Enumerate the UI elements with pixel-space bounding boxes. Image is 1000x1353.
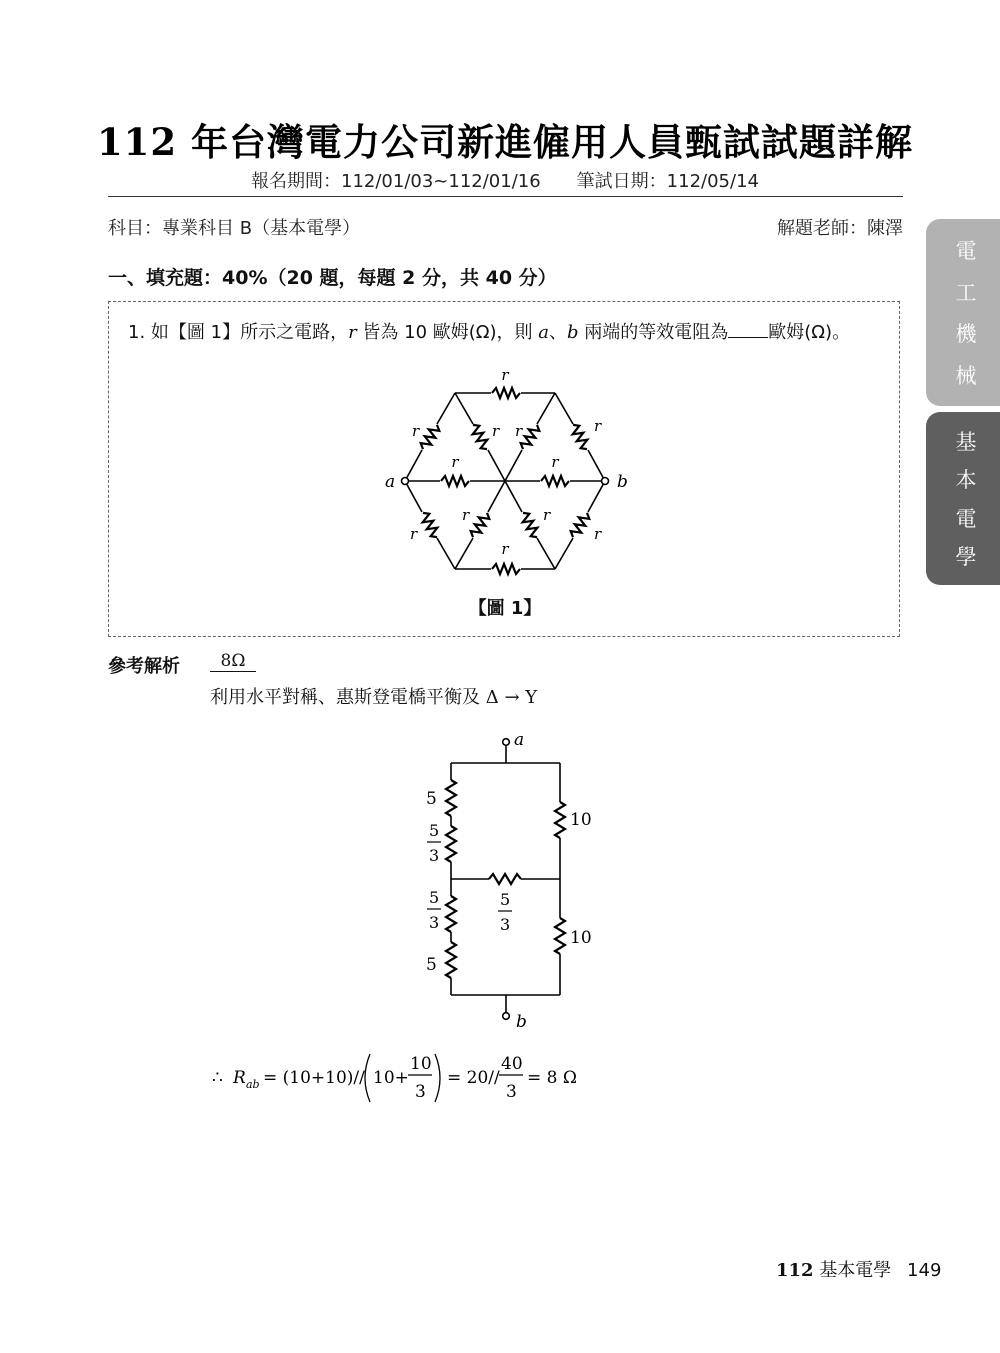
label-r-ul: r [412,422,420,440]
bridge-r3-den: 3 [429,913,440,932]
explanation-text: 利用水平對稱、惠斯登電橋平衡及 [210,687,480,708]
side-tab-char: 電 [955,238,977,263]
question-1-text [128,318,850,344]
footer-book-title: 基本電學 [819,1260,892,1281]
subject-label: 科目：專業科目 B（基本電學） [108,218,361,239]
delta-to-y: Δ → Y [485,687,538,708]
label-r-right-spoke: r [551,453,559,471]
side-tab-char: 械 [955,364,977,389]
label-r-top: r [501,366,509,384]
question-text-pre: 1. 如【圖 1】所示之電路， [128,322,349,343]
side-tab-char: 工 [955,280,977,305]
bridge-circuit-diagram [420,728,600,1028]
header-divider [108,196,903,197]
formula-R: R [233,1068,246,1088]
label-b: b [617,472,628,492]
formula-eq1: = (10+10)// [263,1068,365,1088]
bridge-r-bottom-right: 10 [570,928,592,948]
side-tab-electrical-machinery[interactable] [926,219,1000,406]
question-sep: 、 [549,322,568,343]
page-title: 112 年台灣電力公司新進僱用人員甄試試題詳解 [96,120,914,164]
question-text-post: 歐姆(Ω)。 [768,322,851,343]
side-tab-char: 本 [955,468,977,493]
answer-blank [728,321,768,338]
section-heading: 一、填充題：40%（20 題，每題 2 分，共 40 分） [108,267,557,289]
bridge-r4-label: 5 [426,955,437,975]
var-r: r [348,322,357,343]
exam-dates: 報名期間：112/01/03~112/01/16 筆試日期：112/05/14 [251,171,759,192]
bridge-r2-num: 5 [429,821,440,840]
bridge-label-b: b [516,1012,527,1028]
bridge-mid-den: 3 [500,915,511,934]
question-text-mid2: 兩端的等效電阻為 [578,322,729,343]
solution-answer: 8Ω [210,651,256,672]
formula-ten: 10+ [373,1068,409,1088]
side-tab-char: 學 [955,544,977,569]
formula-num1: 10 [410,1054,432,1074]
side-tab-basic-electricity[interactable] [926,412,1000,585]
label-a: a [385,472,396,492]
bridge-terminal-b [503,1013,510,1020]
bridge-r-top-right: 10 [570,810,592,830]
var-a: a [538,322,550,343]
formula-result: = 8 Ω [527,1068,577,1088]
formula-den2: 3 [506,1082,517,1102]
label-r-ll: r [410,525,418,543]
bridge-terminal-a [503,739,510,746]
teacher-label: 解題老師：陳澤 [777,218,903,239]
label-r-inner-ur: r [515,422,523,440]
formula-den1: 3 [415,1082,426,1102]
bridge-label-a: a [514,730,525,750]
side-tab-char: 基 [955,430,977,455]
formula-num2: 40 [501,1054,523,1074]
figure-caption: 【圖 1】 [468,598,542,619]
side-tab-char: 機 [955,322,977,347]
bridge-r3-num: 5 [429,888,440,907]
bridge-r1-label: 5 [426,789,437,809]
page-number: 149 [907,1260,942,1281]
therefore-symbol: ∴ [212,1068,223,1088]
formula-sub: ab [246,1078,260,1091]
label-r-bottom: r [501,540,509,558]
terminal-a [402,478,409,485]
solution-explanation [210,683,537,709]
footer-book-number: 112 [776,1260,814,1281]
formula-eq2: = 20// [447,1068,500,1088]
side-tab-char: 電 [955,506,977,531]
label-r-inner-lr: r [543,506,551,524]
label-r-inner-ll: r [462,506,470,524]
bridge-mid-num: 5 [500,890,511,909]
label-r-inner-ul: r [492,422,500,440]
label-r-lr: r [594,525,602,543]
terminal-b [602,478,609,485]
question-text-mid1: 皆為 10 歐姆(Ω)，則 [356,322,539,343]
bridge-r2-den: 3 [429,846,440,865]
hexagon-circuit-diagram [380,362,630,582]
result-formula [210,1050,590,1110]
label-r-ur: r [594,417,602,435]
page-footer [776,1256,941,1282]
var-b: b [567,322,579,343]
label-r-left-spoke: r [451,453,459,471]
solution-label: 參考解析 [108,656,180,677]
